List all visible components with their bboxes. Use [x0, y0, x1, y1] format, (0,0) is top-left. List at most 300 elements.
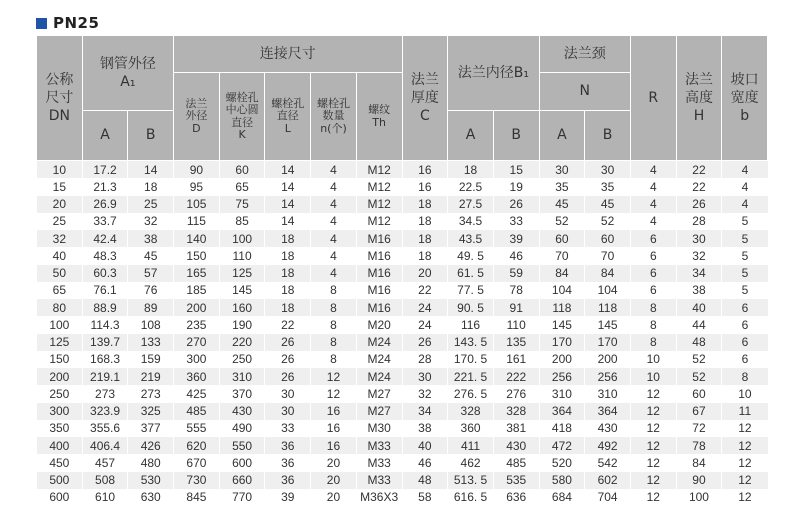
header-line: D — [192, 121, 201, 135]
section-title-text: PN25 — [53, 14, 100, 32]
header-h — [676, 36, 722, 161]
table-cell: 490 — [219, 420, 265, 437]
table-cell: 5 — [722, 230, 768, 247]
header-a1-a: A — [82, 111, 128, 161]
pn25-dimension-table — [36, 35, 768, 506]
header-bw — [722, 36, 768, 161]
table-cell: 145 — [585, 316, 631, 333]
table-cell: 10 — [722, 385, 768, 402]
table-cell: M20 — [356, 316, 402, 333]
table-cell: 8 — [311, 334, 357, 351]
table-cell: 52 — [676, 351, 722, 368]
table-cell: 219 — [128, 368, 174, 385]
table-cell: 377 — [128, 420, 174, 437]
table-cell: 18 — [265, 247, 311, 264]
table-row — [37, 247, 768, 264]
table-cell: 12 — [311, 368, 357, 385]
table-cell: 125 — [219, 265, 265, 282]
header-connection: 连接尺寸 — [174, 36, 402, 73]
table-row — [37, 454, 768, 471]
table-cell: 8 — [630, 299, 676, 316]
table-cell: M27 — [356, 385, 402, 402]
table-cell: 670 — [174, 454, 220, 471]
table-cell: 250 — [219, 351, 265, 368]
table-cell: 10 — [37, 161, 83, 179]
table-cell: 12 — [630, 420, 676, 437]
table-cell: 10 — [630, 351, 676, 368]
table-cell: M16 — [356, 265, 402, 282]
table-row — [37, 351, 768, 368]
table-cell: 20 — [311, 454, 357, 471]
table-cell: 426 — [128, 437, 174, 454]
header-n — [311, 73, 357, 161]
table-cell: 370 — [219, 385, 265, 402]
table-cell: 33.7 — [82, 213, 128, 230]
table-cell: 684 — [539, 489, 585, 506]
table-cell: 20 — [311, 489, 357, 506]
table-cell: 24 — [402, 316, 448, 333]
table-cell: 21.3 — [82, 178, 128, 195]
table-cell: 12 — [630, 489, 676, 506]
table-cell: 450 — [37, 454, 83, 471]
header-line: 厚度 — [410, 89, 439, 106]
table-cell: 22 — [265, 316, 311, 333]
table-cell: 485 — [493, 454, 539, 471]
table-cell: 100 — [676, 489, 722, 506]
table-cell: 630 — [128, 489, 174, 506]
table-cell: 43.5 — [448, 230, 494, 247]
table-cell: 48.3 — [82, 247, 128, 264]
table-cell: 118 — [539, 299, 585, 316]
table-row — [37, 316, 768, 333]
header-n-b: B — [585, 111, 631, 161]
table-cell: 36 — [265, 437, 311, 454]
table-cell: 580 — [539, 472, 585, 489]
table-cell: 26 — [265, 334, 311, 351]
table-cell: 49. 5 — [448, 247, 494, 264]
table-cell: 328 — [493, 403, 539, 420]
table-cell: 6 — [722, 351, 768, 368]
table-cell: 12 — [722, 437, 768, 454]
table-cell: 457 — [82, 454, 128, 471]
table-cell: 364 — [585, 403, 631, 420]
table-cell: 108 — [128, 316, 174, 333]
table-cell: 45 — [128, 247, 174, 264]
table-cell: 610 — [82, 489, 128, 506]
table-cell: 38 — [128, 230, 174, 247]
table-cell: 26.9 — [82, 196, 128, 213]
header-d — [174, 73, 220, 161]
table-cell: M30 — [356, 420, 402, 437]
table-cell: 16 — [311, 420, 357, 437]
table-cell: 42.4 — [82, 230, 128, 247]
header-r: R — [630, 36, 676, 161]
table-cell: 4 — [722, 196, 768, 213]
table-cell: 78 — [493, 282, 539, 299]
table-cell: 16 — [402, 178, 448, 195]
header-neck: 法兰颈 — [539, 36, 630, 73]
table-body — [37, 161, 768, 507]
table-cell: 12 — [630, 437, 676, 454]
table-cell: 485 — [174, 403, 220, 420]
table-row — [37, 265, 768, 282]
table-cell: 40 — [37, 247, 83, 264]
table-row — [37, 161, 768, 179]
table-cell: 18 — [402, 230, 448, 247]
table-cell: 12 — [630, 385, 676, 402]
table-cell: 20 — [311, 472, 357, 489]
header-n-a: A — [539, 111, 585, 161]
table-cell: 200 — [37, 368, 83, 385]
table-cell: 4 — [311, 161, 357, 179]
header-line: 螺栓孔 — [271, 97, 305, 111]
table-cell: 165 — [174, 265, 220, 282]
table-row — [37, 230, 768, 247]
table-cell: 27.5 — [448, 196, 494, 213]
table-cell: 88.9 — [82, 299, 128, 316]
table-cell: 18 — [448, 161, 494, 179]
table-cell: 12 — [311, 385, 357, 402]
table-cell: 381 — [493, 420, 539, 437]
table-cell: 430 — [585, 420, 631, 437]
table-cell: 39 — [493, 230, 539, 247]
table-cell: 256 — [585, 368, 631, 385]
table-cell: 235 — [174, 316, 220, 333]
header-line: 法兰 — [684, 71, 713, 88]
table-cell: 200 — [539, 351, 585, 368]
table-cell: 45 — [585, 196, 631, 213]
table-cell: 48 — [402, 472, 448, 489]
table-cell: 4 — [311, 213, 357, 230]
header-b1: 法兰内径B₁ — [448, 36, 539, 111]
table-cell: 30 — [265, 403, 311, 420]
table-cell: 18 — [265, 265, 311, 282]
table-cell: 38 — [676, 282, 722, 299]
table-cell: 80 — [37, 299, 83, 316]
header-line: H — [693, 108, 705, 125]
table-cell: 273 — [82, 385, 128, 402]
header-line: b — [740, 108, 750, 125]
table-cell: M16 — [356, 247, 402, 264]
table-cell: 67 — [676, 403, 722, 420]
table-cell: 65 — [219, 178, 265, 195]
header-line: 螺栓孔 — [225, 91, 259, 105]
table-cell: 636 — [493, 489, 539, 506]
table-cell: 12 — [722, 472, 768, 489]
table-cell: 25 — [37, 213, 83, 230]
table-cell: M12 — [356, 161, 402, 179]
table-cell: 8 — [311, 282, 357, 299]
table-cell: 4 — [722, 178, 768, 195]
table-cell: 34 — [402, 403, 448, 420]
table-cell: 256 — [539, 368, 585, 385]
table-cell: M12 — [356, 178, 402, 195]
table-cell: 77. 5 — [448, 282, 494, 299]
table-cell: 5 — [722, 282, 768, 299]
table-cell: 161 — [493, 351, 539, 368]
table-cell: 600 — [37, 489, 83, 506]
table-cell: 5 — [722, 247, 768, 264]
header-line: DN — [48, 108, 70, 125]
table-cell: 555 — [174, 420, 220, 437]
table-cell: 22 — [676, 178, 722, 195]
header-line: 尺寸 — [45, 89, 74, 106]
table-cell: 14 — [265, 213, 311, 230]
table-cell: 139.7 — [82, 334, 128, 351]
table-cell: 12 — [630, 472, 676, 489]
table-cell: 32 — [128, 213, 174, 230]
header-line: A₁ — [120, 74, 136, 90]
table-cell: 160 — [219, 299, 265, 316]
table-cell: 660 — [219, 472, 265, 489]
table-cell: 170. 5 — [448, 351, 494, 368]
table-cell: 72 — [676, 420, 722, 437]
table-cell: 30 — [539, 161, 585, 179]
table-row — [37, 299, 768, 316]
table-cell: M27 — [356, 403, 402, 420]
table-cell: 530 — [128, 472, 174, 489]
table-cell: 8 — [630, 316, 676, 333]
table-cell: 4 — [311, 247, 357, 264]
table-row — [37, 213, 768, 230]
table-cell: 508 — [82, 472, 128, 489]
table-cell: 118 — [585, 299, 631, 316]
header-a1 — [82, 36, 173, 111]
table-cell: 18 — [402, 247, 448, 264]
table-cell: 36 — [265, 472, 311, 489]
table-cell: 91 — [493, 299, 539, 316]
table-cell: 4 — [630, 178, 676, 195]
table-cell: 59 — [493, 265, 539, 282]
header-line: 公称 — [45, 71, 74, 88]
table-cell: 18 — [128, 178, 174, 195]
table-cell: 84 — [585, 265, 631, 282]
table-cell: 170 — [539, 334, 585, 351]
table-cell: 704 — [585, 489, 631, 506]
table-cell: 143. 5 — [448, 334, 494, 351]
table-cell: 30 — [676, 230, 722, 247]
table-row — [37, 282, 768, 299]
table-cell: 22.5 — [448, 178, 494, 195]
table-cell: 35 — [539, 178, 585, 195]
header-line: K — [238, 127, 246, 141]
header-line: 螺栓孔 — [316, 97, 350, 111]
header-line: 外径 — [185, 109, 208, 123]
header-line: 直径 — [231, 115, 254, 129]
table-cell: 105 — [174, 196, 220, 213]
table-cell: 325 — [128, 403, 174, 420]
header-line: 钢管外径 — [99, 55, 156, 72]
table-cell: 430 — [219, 403, 265, 420]
table-cell: 6 — [630, 230, 676, 247]
table-cell: 18 — [402, 213, 448, 230]
table-cell: 4 — [311, 265, 357, 282]
table-cell: 34.5 — [448, 213, 494, 230]
table-cell: 323.9 — [82, 403, 128, 420]
table-cell: 550 — [219, 437, 265, 454]
table-cell: 16 — [311, 403, 357, 420]
table-cell: 310 — [539, 385, 585, 402]
table-cell: 36 — [265, 454, 311, 471]
table-cell: 18 — [265, 230, 311, 247]
table-cell: 145 — [539, 316, 585, 333]
header-line: Th — [372, 115, 386, 129]
table-cell: 60 — [219, 161, 265, 179]
table-cell: 730 — [174, 472, 220, 489]
table-cell: 6 — [630, 265, 676, 282]
table-cell: 8 — [311, 316, 357, 333]
table-cell: M16 — [356, 230, 402, 247]
table-cell: 24 — [402, 299, 448, 316]
table-cell: 104 — [585, 282, 631, 299]
table-cell: 10 — [630, 368, 676, 385]
header-neck-n: N — [539, 73, 630, 111]
table-cell: 52 — [585, 213, 631, 230]
table-cell: 46 — [402, 454, 448, 471]
table-cell: 542 — [585, 454, 631, 471]
table-cell: 90 — [174, 161, 220, 179]
table-cell: 26 — [493, 196, 539, 213]
table-cell: 22 — [402, 282, 448, 299]
table-cell: 411 — [448, 437, 494, 454]
table-cell: 8 — [630, 334, 676, 351]
table-cell: 185 — [174, 282, 220, 299]
table-cell: 30 — [265, 385, 311, 402]
table-cell: 48 — [676, 334, 722, 351]
table-cell: 845 — [174, 489, 220, 506]
header-line: 螺纹 — [368, 103, 391, 117]
table-cell: M16 — [356, 299, 402, 316]
table-cell: 33 — [265, 420, 311, 437]
table-cell: 145 — [219, 282, 265, 299]
table-cell: 57 — [128, 265, 174, 282]
table-cell: 26 — [402, 334, 448, 351]
table-cell: M12 — [356, 196, 402, 213]
table-cell: 30 — [402, 368, 448, 385]
table-cell: 32 — [37, 230, 83, 247]
table-cell: 33 — [493, 213, 539, 230]
table-cell: 30 — [585, 161, 631, 179]
table-cell: 472 — [539, 437, 585, 454]
table-cell: 19 — [493, 178, 539, 195]
table-cell: 32 — [676, 247, 722, 264]
table-cell: 8 — [722, 368, 768, 385]
table-cell: 270 — [174, 334, 220, 351]
table-cell: 50 — [37, 265, 83, 282]
table-cell: 60 — [585, 230, 631, 247]
table-cell: 221. 5 — [448, 368, 494, 385]
table-cell: 616. 5 — [448, 489, 494, 506]
table-cell: 125 — [37, 334, 83, 351]
table-cell: 12 — [722, 489, 768, 506]
table-row — [37, 178, 768, 195]
table-cell: 32 — [402, 385, 448, 402]
table-cell: M16 — [356, 282, 402, 299]
table-cell: 140 — [174, 230, 220, 247]
table-cell: 200 — [585, 351, 631, 368]
table-cell: M12 — [356, 213, 402, 230]
table-cell: 250 — [37, 385, 83, 402]
table-cell: 300 — [174, 351, 220, 368]
table-cell: 26 — [265, 351, 311, 368]
table-cell: 500 — [37, 472, 83, 489]
table-cell: 190 — [219, 316, 265, 333]
table-cell: 220 — [219, 334, 265, 351]
table-cell: 8 — [311, 351, 357, 368]
table-cell: 168.3 — [82, 351, 128, 368]
table-cell: 28 — [676, 213, 722, 230]
table-cell: 14 — [128, 161, 174, 179]
table-cell: 90. 5 — [448, 299, 494, 316]
table-cell: M24 — [356, 351, 402, 368]
header-th — [356, 73, 402, 161]
table-cell: 18 — [265, 282, 311, 299]
table-cell: 26 — [265, 368, 311, 385]
table-cell: 14 — [265, 196, 311, 213]
table-cell: 350 — [37, 420, 83, 437]
header-line: 宽度 — [730, 89, 759, 106]
table-cell: 300 — [37, 403, 83, 420]
table-cell: 14 — [265, 161, 311, 179]
table-cell: 25 — [128, 196, 174, 213]
table-cell: 480 — [128, 454, 174, 471]
table-cell: M33 — [356, 472, 402, 489]
table-cell: 406.4 — [82, 437, 128, 454]
table-cell: 360 — [174, 368, 220, 385]
table-cell: 513. 5 — [448, 472, 494, 489]
table-cell: 84 — [676, 454, 722, 471]
table-cell: 360 — [448, 420, 494, 437]
table-cell: 462 — [448, 454, 494, 471]
table-cell: 84 — [539, 265, 585, 282]
header-line: 直径 — [276, 109, 299, 123]
table-cell: 364 — [539, 403, 585, 420]
table-cell: 46 — [493, 247, 539, 264]
table-cell: 770 — [219, 489, 265, 506]
table-cell: 310 — [585, 385, 631, 402]
table-cell: 116 — [448, 316, 494, 333]
table-row — [37, 489, 768, 506]
table-cell: 276 — [493, 385, 539, 402]
table-cell: 20 — [402, 265, 448, 282]
table-cell: 4 — [630, 213, 676, 230]
table-cell: M24 — [356, 368, 402, 385]
header-line: 中心圆 — [225, 103, 259, 117]
table-cell: 219.1 — [82, 368, 128, 385]
table-cell: 26 — [676, 196, 722, 213]
table-cell: M33 — [356, 454, 402, 471]
table-cell: 61. 5 — [448, 265, 494, 282]
table-cell: 76.1 — [82, 282, 128, 299]
table-cell: 425 — [174, 385, 220, 402]
table-cell: 70 — [585, 247, 631, 264]
table-cell: 100 — [219, 230, 265, 247]
table-cell: M36X3 — [356, 489, 402, 506]
header-c — [402, 36, 448, 161]
table-cell: 6 — [722, 334, 768, 351]
table-row — [37, 368, 768, 385]
table-cell: 492 — [585, 437, 631, 454]
table-cell: 40 — [402, 437, 448, 454]
header-dn — [37, 36, 83, 161]
table-row — [37, 403, 768, 420]
header-line: C — [419, 108, 430, 125]
table-cell: 14 — [265, 178, 311, 195]
table-cell: 114.3 — [82, 316, 128, 333]
table-cell: 70 — [539, 247, 585, 264]
table-cell: 65 — [37, 282, 83, 299]
table-cell: 150 — [37, 351, 83, 368]
